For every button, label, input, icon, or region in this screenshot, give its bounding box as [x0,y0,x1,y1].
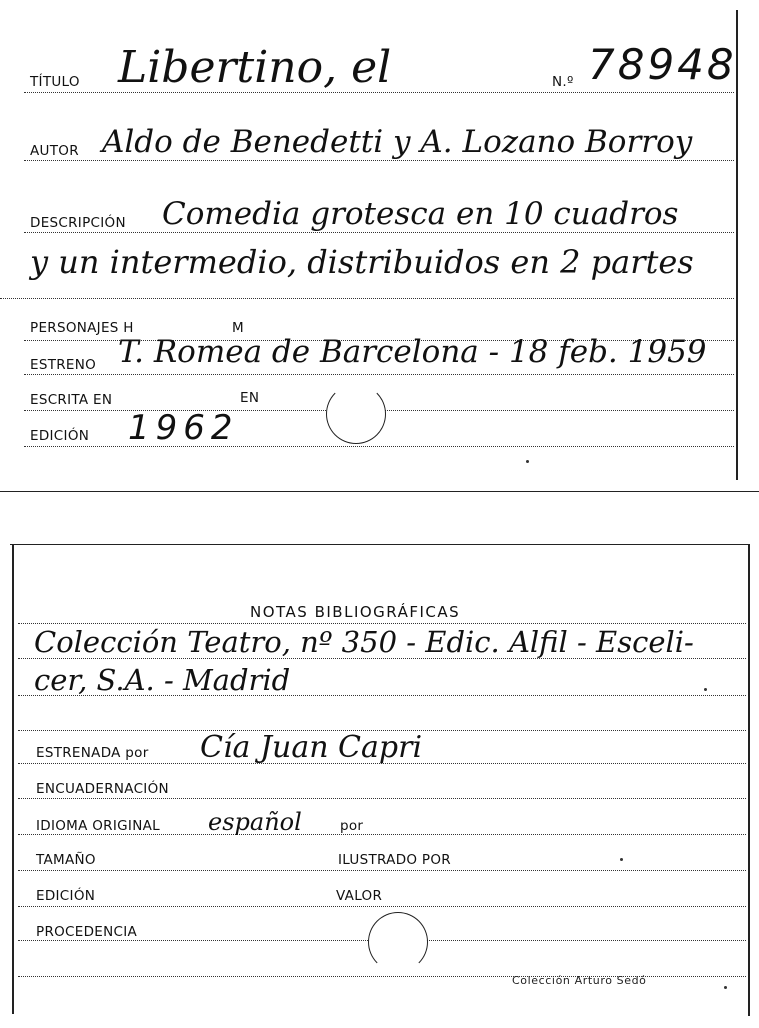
valor-label: VALOR [336,888,383,904]
card-bottom-edge [0,491,759,492]
numero-value: 78948 [588,40,737,89]
autor-value: Aldo de Benedetti y A. Lozano Borroy [102,124,693,160]
titulo-value: Libertino, el [118,42,392,93]
punch-hole [326,384,386,444]
tamano-label: TAMAÑO [36,852,96,868]
speck [526,460,529,463]
speck [724,986,727,989]
escrita-en-label: ESCRITA EN [30,392,113,408]
estrenada-value: Cía Juan Capri [200,730,423,765]
ilustrado-label: ILUSTRADO POR [338,852,451,868]
edicion-back-label: EDICIÓN [36,888,96,904]
estrenada-label: ESTRENADA por [36,745,149,761]
card-back [0,540,759,1028]
autor-label: AUTOR [30,143,79,159]
ruling-line [0,298,734,299]
ruling-line [18,623,746,624]
card-front [0,0,759,493]
estreno-value: T. Romea de Barcelona - 18 feb. 1959 [118,334,707,370]
descripcion-value-line-2: y un intermedio, distribuidos en 2 partes [30,243,694,281]
descripcion-label: DESCRIPCIÓN [30,215,126,231]
edicion-value: 1962 [128,408,239,448]
card-right-edge [748,544,750,1016]
notas-line-1: Colección Teatro, nº 350 - Edic. Alfil - Esceli- [34,625,694,659]
escrita-en-second-label: EN [240,390,260,406]
numero-label: N.º [552,74,574,90]
ruling-line [24,232,734,233]
collection-stamp: Colección Arturo Sedó [512,974,647,987]
descripcion-value-line-1: Comedia grotesca en 10 cuadros [162,196,679,232]
idioma-label: IDIOMA ORIGINAL [36,818,160,834]
ruling-line [18,798,746,799]
procedencia-label: PROCEDENCIA [36,924,138,940]
idioma-por-label: por [340,818,364,834]
personajes-h-label: PERSONAJES H [30,320,134,336]
notas-heading: NOTAS BIBLIOGRÁFICAS [250,603,461,621]
ruling-line [18,834,746,835]
punch-hole [368,912,428,972]
idioma-value: español [208,808,302,836]
ruling-line [24,374,734,375]
card-left-edge [12,544,14,1014]
card-top-edge [10,544,748,545]
ruling-line [18,906,746,907]
personajes-m-label: M [232,320,244,336]
estreno-label: ESTRENO [30,357,97,373]
edicion-label: EDICIÓN [30,428,90,444]
ruling-line [18,870,746,871]
notas-line-2: cer, S.A. - Madrid [34,663,291,697]
titulo-label: TÍTULO [30,74,80,90]
speck [620,858,623,861]
speck [704,688,707,691]
ruling-line [24,160,734,161]
encuadernacion-label: ENCUADERNACIÓN [36,781,169,797]
